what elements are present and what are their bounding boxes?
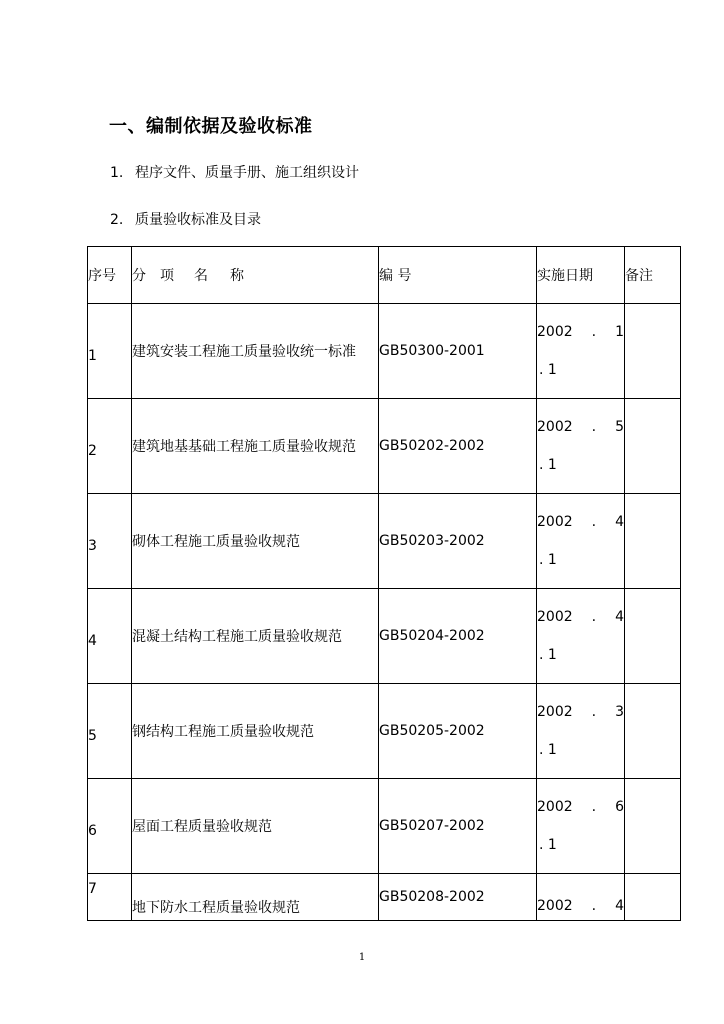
seq-value: 2 [88,443,97,459]
table-row [88,589,681,684]
date-day: . 1 [539,742,557,758]
cell-date [537,304,625,399]
date-day: . 1 [539,552,557,568]
list-item-number: 1. [110,165,124,181]
cell-note [625,874,681,921]
header-name-char: 名 [194,268,208,284]
table-row [88,874,681,921]
date-day: . 1 [539,837,557,853]
list-item-text: 质量验收标准及目录 [135,212,261,228]
cell-note [625,304,681,399]
date-line [537,693,624,731]
cell-seq [88,684,132,779]
seq-value: 3 [88,538,97,554]
header-name-char: 称 [230,268,244,284]
page-number: 1 [358,952,366,963]
header-name-char: 项 [160,268,174,284]
cell-code: GB50205-2002 [379,684,537,779]
seq-value: 7 [88,881,97,897]
date-line [537,408,624,446]
date-year: 2002 [537,897,573,914]
date-year: 2002 [537,799,573,815]
cell-name: 屋面工程质量验收规范 [132,779,379,874]
list-item-text: 程序文件、质量手册、施工组织设计 [135,165,359,181]
seq-value: 4 [88,633,97,649]
header-note: 备注 [625,247,681,304]
table-row [88,684,681,779]
date-day: . 1 [539,362,557,378]
date-line [537,598,624,636]
date-day: . 1 [539,457,557,473]
date-month: 1 [615,324,624,340]
cell-name: 钢结构工程施工质量验收规范 [132,684,379,779]
date-separator: . [591,897,597,914]
cell-note [625,399,681,494]
date-month: 6 [615,799,624,815]
cell-date [537,779,625,874]
seq-value: 5 [88,728,97,744]
date-month: 3 [615,704,624,720]
date-day: . 1 [539,647,557,663]
table-row [88,399,681,494]
cell-code: GB50202-2002 [379,399,537,494]
cell-code: GB50204-2002 [379,589,537,684]
date-year: 2002 [537,609,573,625]
date-year: 2002 [537,419,573,435]
date-separator: . [591,419,597,435]
table-row [88,494,681,589]
date-separator: . [591,324,597,340]
standards-table [87,246,681,921]
header-code: 编 号 [379,247,537,304]
date-line [537,788,624,826]
cell-date [537,399,625,494]
date-month: 4 [615,897,624,914]
date-separator: . [591,704,597,720]
cell-date [537,874,625,921]
cell-seq [88,589,132,684]
date-separator: . [591,799,597,815]
cell-code: GB50207-2002 [379,779,537,874]
cell-note [625,589,681,684]
cell-seq [88,304,132,399]
cell-code: GB50300-2001 [379,304,537,399]
cell-name: 建筑安装工程施工质量验收统一标准 [132,304,379,399]
date-month: 4 [615,514,624,530]
cell-seq [88,874,132,921]
cell-name: 地下防水工程质量验收规范 [132,874,379,921]
cell-seq [88,494,132,589]
cell-date [537,589,625,684]
section-heading: 一、编制依据及验收标准 [109,116,313,137]
table-row [88,779,681,874]
date-year: 2002 [537,324,573,340]
table-row [88,304,681,399]
cell-date [537,494,625,589]
header-date: 实施日期 [537,247,625,304]
table-header-row [88,247,681,304]
cell-note [625,494,681,589]
seq-value: 6 [88,823,97,839]
cell-name: 建筑地基基础工程施工质量验收规范 [132,399,379,494]
date-line [537,503,624,541]
date-year: 2002 [537,514,573,530]
cell-note [625,779,681,874]
cell-date [537,684,625,779]
list-item [110,162,359,182]
date-line [537,896,624,916]
date-month: 5 [615,419,624,435]
cell-seq [88,779,132,874]
cell-code: GB50203-2002 [379,494,537,589]
header-name-char: 分 [132,268,146,284]
cell-seq [88,399,132,494]
cell-note [625,684,681,779]
list-item [110,209,261,229]
cell-code: GB50208-2002 [379,874,537,921]
date-month: 4 [615,609,624,625]
date-line [537,313,624,351]
cell-name: 砌体工程施工质量验收规范 [132,494,379,589]
list-item-number: 2. [110,212,124,228]
date-separator: . [591,514,597,530]
header-seq: 序号 [88,247,132,304]
seq-value: 1 [88,348,97,364]
date-separator: . [591,609,597,625]
cell-name: 混凝土结构工程施工质量验收规范 [132,589,379,684]
date-year: 2002 [537,704,573,720]
header-name [132,247,379,304]
